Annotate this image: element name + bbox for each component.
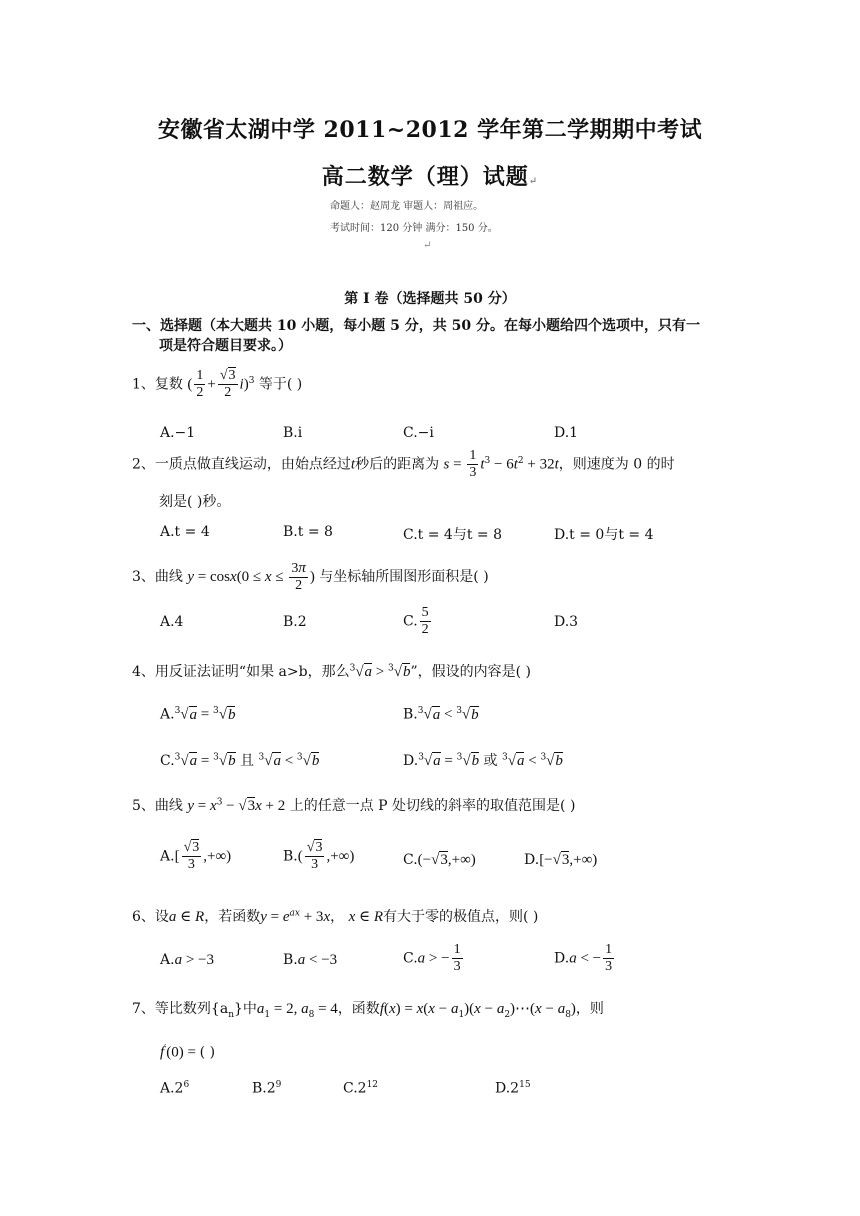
exam-info-line: 考试时间：120 分钟 满分：150 分。 [330,223,498,234]
paragraph-mark: ↵ [423,240,432,251]
section-heading-line1: 一、选择题（本大题共 10 小题，每小题 5 分，共 50 分。在每小题给四个选项中，只有一 [132,318,700,334]
q5-option-c: C.(−√3,+∞) [403,852,476,868]
q4-option-c: C.$^3$√a = $^3$√b 且 $^3$√a < $^3$√b [160,752,320,769]
q4-option-a: A.$^3$√a = $^3$√b [160,706,236,723]
q5-option-d: D.[−√3,+∞) [524,852,598,868]
q7-option-d: $D.2^{15}$ [495,1080,531,1097]
q6-option-d: D.a < − $\frac{1}{3}$ [554,942,613,974]
authors-line: 命题人：赵周龙 审题人：周祖应。 [330,201,484,212]
q3-option-c: C. $\frac{5}{2}$ [403,605,429,637]
question-6: 6、设a ∈ R，若函数$y = e^{ax} + 3x$， x ∈ R有大于零的极值点，则( ) [132,908,539,925]
question-2-line2: 刻是( )秒。 [159,494,231,510]
question-1: 1、复数 ( $\frac{1}{2}$ + $\frac{√3}{2}$ i)$^3$ 等于( ) [132,368,303,400]
q4-option-d: D.$^3$√a = $^3$√b 或 $^3$√a < $^3$√b [403,752,563,769]
q6-option-b: B.a < −3 [283,952,338,968]
q2-option-c: C.t = 4与t = 8 [403,527,502,543]
question-7: 7、等比数列$\{a_n\}$中$a_1 = 2$, $a_8 = 4$，函数$f(x) = x(x - a_1)(x$ − $a_2)\cdots(x - a_8)$，则 [132,1001,604,1020]
exam-subtitle: 高二数学（理）试题↵ [321,164,539,190]
q1-option-b: B.i [283,425,303,441]
question-3: 3、曲线 y = cosx(0 ≤ x ≤ $\frac{3\pi}{2}$ ) 与坐标轴所围图形面积是( ) [132,560,489,593]
question-5: 5、曲线 $y = x^3 - √3x + 2$ 上的任意一点 P 处切线的斜率的取值范围是( ) [132,797,576,814]
q4-option-b: B.$^3$√a < $^3$√b [403,706,479,723]
q3-option-a: A.4 [160,614,184,630]
q3-option-d: D.3 [554,614,579,630]
q6-option-a: A.a > −3 [160,952,214,968]
q7-option-a: $A.2^6$ [160,1080,190,1097]
q2-option-b: B.t = 8 [283,524,333,540]
q3-option-b: B.2 [283,614,307,630]
q5-option-a: A.[ $\frac{√3}{3}$ ,+∞) [160,840,232,872]
q5-option-b: B.( $\frac{√3}{3}$ ,+∞) [283,840,355,872]
section-heading-line2: 项是符合题目要求。） [159,338,292,354]
q2-option-d: D.t = 0与t = 4 [554,527,654,543]
question-7-line2: f′(0) = ( ) [160,1044,216,1061]
exam-title: 安徽省太湖中学 2011~2012 学年第二学期期中考试 [157,117,703,143]
question-2: 2、一质点做直线运动，由始点经过t秒后的距离为 s = $\frac{1}{3}$ $t^3 - 6t^2 + 32t$，则速度为 0 的时 [132,448,675,480]
q2-option-a: A.t = 4 [160,524,210,540]
q7-option-b: $B.2^9$ [252,1080,282,1097]
q1-option-d: D.1 [554,425,579,441]
question-4: 4、用反证法证明“如果 a>b，那么$^3$√a > $^3$√b”，假设的内容是( ) [132,663,532,680]
q1-option-c: C.−i [403,425,434,441]
part-title: 第 I 卷（选择题共 50 分） [344,291,516,307]
q7-option-c: $C.2^{12}$ [343,1080,379,1097]
q6-option-c: C.a > − $\frac{1}{3}$ [403,942,461,974]
q1-option-a: A.−1 [160,425,196,441]
